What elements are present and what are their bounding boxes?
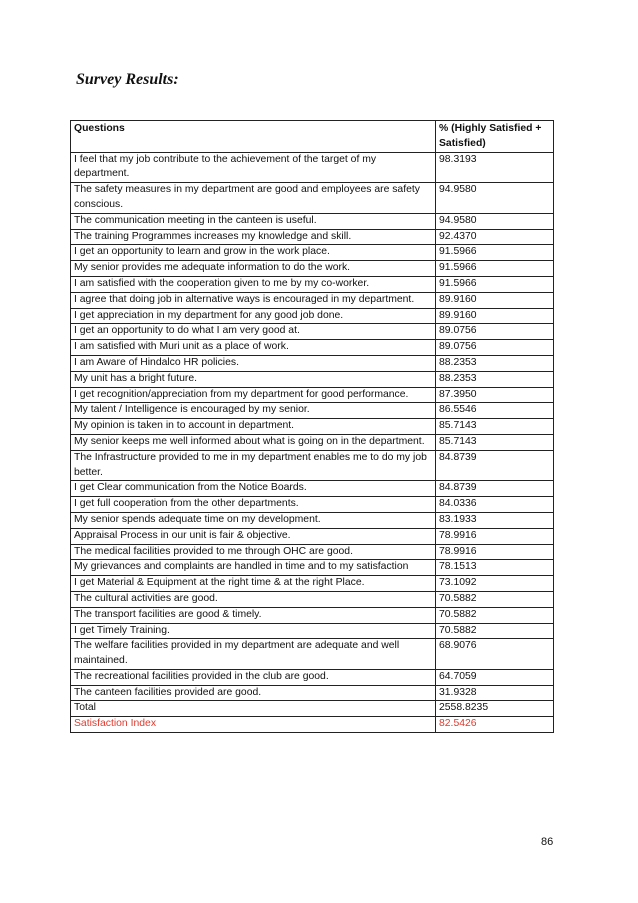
value-cell: 85.7143 xyxy=(436,434,554,450)
value-cell: 94.9580 xyxy=(436,183,554,214)
question-cell: My senior provides me adequate information to do the work. xyxy=(71,261,436,277)
total-row xyxy=(71,701,554,717)
value-cell: 68.9076 xyxy=(436,639,554,670)
value-cell: 78.9916 xyxy=(436,544,554,560)
table-row xyxy=(71,591,554,607)
question-cell: I get full cooperation from the other departments. xyxy=(71,497,436,513)
question-cell: I am Aware of Hindalco HR policies. xyxy=(71,355,436,371)
header-percent: % (Highly Satisfied + Satisfied) xyxy=(436,121,554,153)
value-cell: 91.5966 xyxy=(436,261,554,277)
page-number: 86 xyxy=(541,836,554,848)
question-cell: The recreational facilities provided in the club are good. xyxy=(71,669,436,685)
question-cell: The communication meeting in the canteen is useful. xyxy=(71,213,436,229)
value-cell: 78.1513 xyxy=(436,560,554,576)
table-row xyxy=(71,152,554,183)
table-row xyxy=(71,639,554,670)
table-row xyxy=(71,419,554,435)
value-cell: 89.0756 xyxy=(436,324,554,340)
value-cell: 87.3950 xyxy=(436,387,554,403)
survey-results-table xyxy=(70,120,554,733)
table-row xyxy=(71,403,554,419)
total-value: 2558.8235 xyxy=(436,701,554,717)
value-cell: 70.5882 xyxy=(436,623,554,639)
table-row xyxy=(71,669,554,685)
question-cell: My opinion is taken in to account in department. xyxy=(71,419,436,435)
value-cell: 83.1933 xyxy=(436,512,554,528)
question-cell: The safety measures in my department are good and employees are safety conscious. xyxy=(71,183,436,214)
question-cell: The cultural activities are good. xyxy=(71,591,436,607)
table-row xyxy=(71,276,554,292)
value-cell: 31.9328 xyxy=(436,685,554,701)
value-cell: 91.5966 xyxy=(436,276,554,292)
table-row xyxy=(71,481,554,497)
table-row xyxy=(71,183,554,214)
table-row xyxy=(71,229,554,245)
question-cell: Appraisal Process in our unit is fair & objective. xyxy=(71,528,436,544)
value-cell: 89.9160 xyxy=(436,292,554,308)
question-cell: My senior spends adequate time on my development. xyxy=(71,512,436,528)
table-row xyxy=(71,560,554,576)
table-row xyxy=(71,685,554,701)
question-cell: My senior keeps me well informed about what is going on in the department. xyxy=(71,434,436,450)
value-cell: 73.1092 xyxy=(436,576,554,592)
value-cell: 64.7059 xyxy=(436,669,554,685)
value-cell: 86.5546 xyxy=(436,403,554,419)
satisfaction-index-label: Satisfaction Index xyxy=(71,717,436,733)
question-cell: The canteen facilities provided are good. xyxy=(71,685,436,701)
table-row xyxy=(71,371,554,387)
value-cell: 88.2353 xyxy=(436,371,554,387)
table-row xyxy=(71,434,554,450)
value-cell: 91.5966 xyxy=(436,245,554,261)
table-row xyxy=(71,340,554,356)
table-body xyxy=(71,152,554,701)
page-title: Survey Results: xyxy=(76,71,179,88)
question-cell: I get recognition/appreciation from my department for good performance. xyxy=(71,387,436,403)
question-cell: My grievances and complaints are handled in time and to my satisfaction xyxy=(71,560,436,576)
question-cell: I get appreciation in my department for any good job done. xyxy=(71,308,436,324)
value-cell: 89.0756 xyxy=(436,340,554,356)
value-cell: 88.2353 xyxy=(436,355,554,371)
question-cell: The medical facilities provided to me through OHC are good. xyxy=(71,544,436,560)
question-cell: The welfare facilities provided in my department are adequate and well maintained. xyxy=(71,639,436,670)
value-cell: 70.5882 xyxy=(436,591,554,607)
table-row xyxy=(71,245,554,261)
table-row xyxy=(71,308,554,324)
question-cell: The Infrastructure provided to me in my department enables me to do my job better. xyxy=(71,450,436,481)
table-row xyxy=(71,544,554,560)
table-row xyxy=(71,213,554,229)
table-row xyxy=(71,497,554,513)
question-cell: I am satisfied with Muri unit as a place of work. xyxy=(71,340,436,356)
table-row xyxy=(71,623,554,639)
header-questions: Questions xyxy=(71,121,436,153)
value-cell: 89.9160 xyxy=(436,308,554,324)
value-cell: 92.4370 xyxy=(436,229,554,245)
table-row xyxy=(71,292,554,308)
question-cell: I get an opportunity to learn and grow in the work place. xyxy=(71,245,436,261)
table-row xyxy=(71,450,554,481)
table-row xyxy=(71,528,554,544)
question-cell: I get Material & Equipment at the right time & at the right Place. xyxy=(71,576,436,592)
table-row xyxy=(71,261,554,277)
value-cell: 85.7143 xyxy=(436,419,554,435)
value-cell: 98.3193 xyxy=(436,152,554,183)
table-row xyxy=(71,607,554,623)
table-row xyxy=(71,324,554,340)
question-cell: My talent / Intelligence is encouraged by my senior. xyxy=(71,403,436,419)
question-cell: I get Clear communication from the Notice Boards. xyxy=(71,481,436,497)
table-row xyxy=(71,576,554,592)
question-cell: I agree that doing job in alternative ways is encouraged in my department. xyxy=(71,292,436,308)
satisfaction-index-row xyxy=(71,717,554,733)
question-cell: I get an opportunity to do what I am very good at. xyxy=(71,324,436,340)
value-cell: 84.8739 xyxy=(436,450,554,481)
satisfaction-index-value: 82.5426 xyxy=(436,717,554,733)
table-row xyxy=(71,512,554,528)
value-cell: 84.0336 xyxy=(436,497,554,513)
question-cell: I get Timely Training. xyxy=(71,623,436,639)
table-row xyxy=(71,355,554,371)
value-cell: 94.9580 xyxy=(436,213,554,229)
table-row xyxy=(71,387,554,403)
total-label: Total xyxy=(71,701,436,717)
value-cell: 84.8739 xyxy=(436,481,554,497)
question-cell: I am satisfied with the cooperation given to me by my co-worker. xyxy=(71,276,436,292)
question-cell: The training Programmes increases my knowledge and skill. xyxy=(71,229,436,245)
value-cell: 78.9916 xyxy=(436,528,554,544)
table-header-row xyxy=(71,121,554,153)
question-cell: I feel that my job contribute to the achievement of the target of my department. xyxy=(71,152,436,183)
question-cell: My unit has a bright future. xyxy=(71,371,436,387)
question-cell: The transport facilities are good & timely. xyxy=(71,607,436,623)
value-cell: 70.5882 xyxy=(436,607,554,623)
